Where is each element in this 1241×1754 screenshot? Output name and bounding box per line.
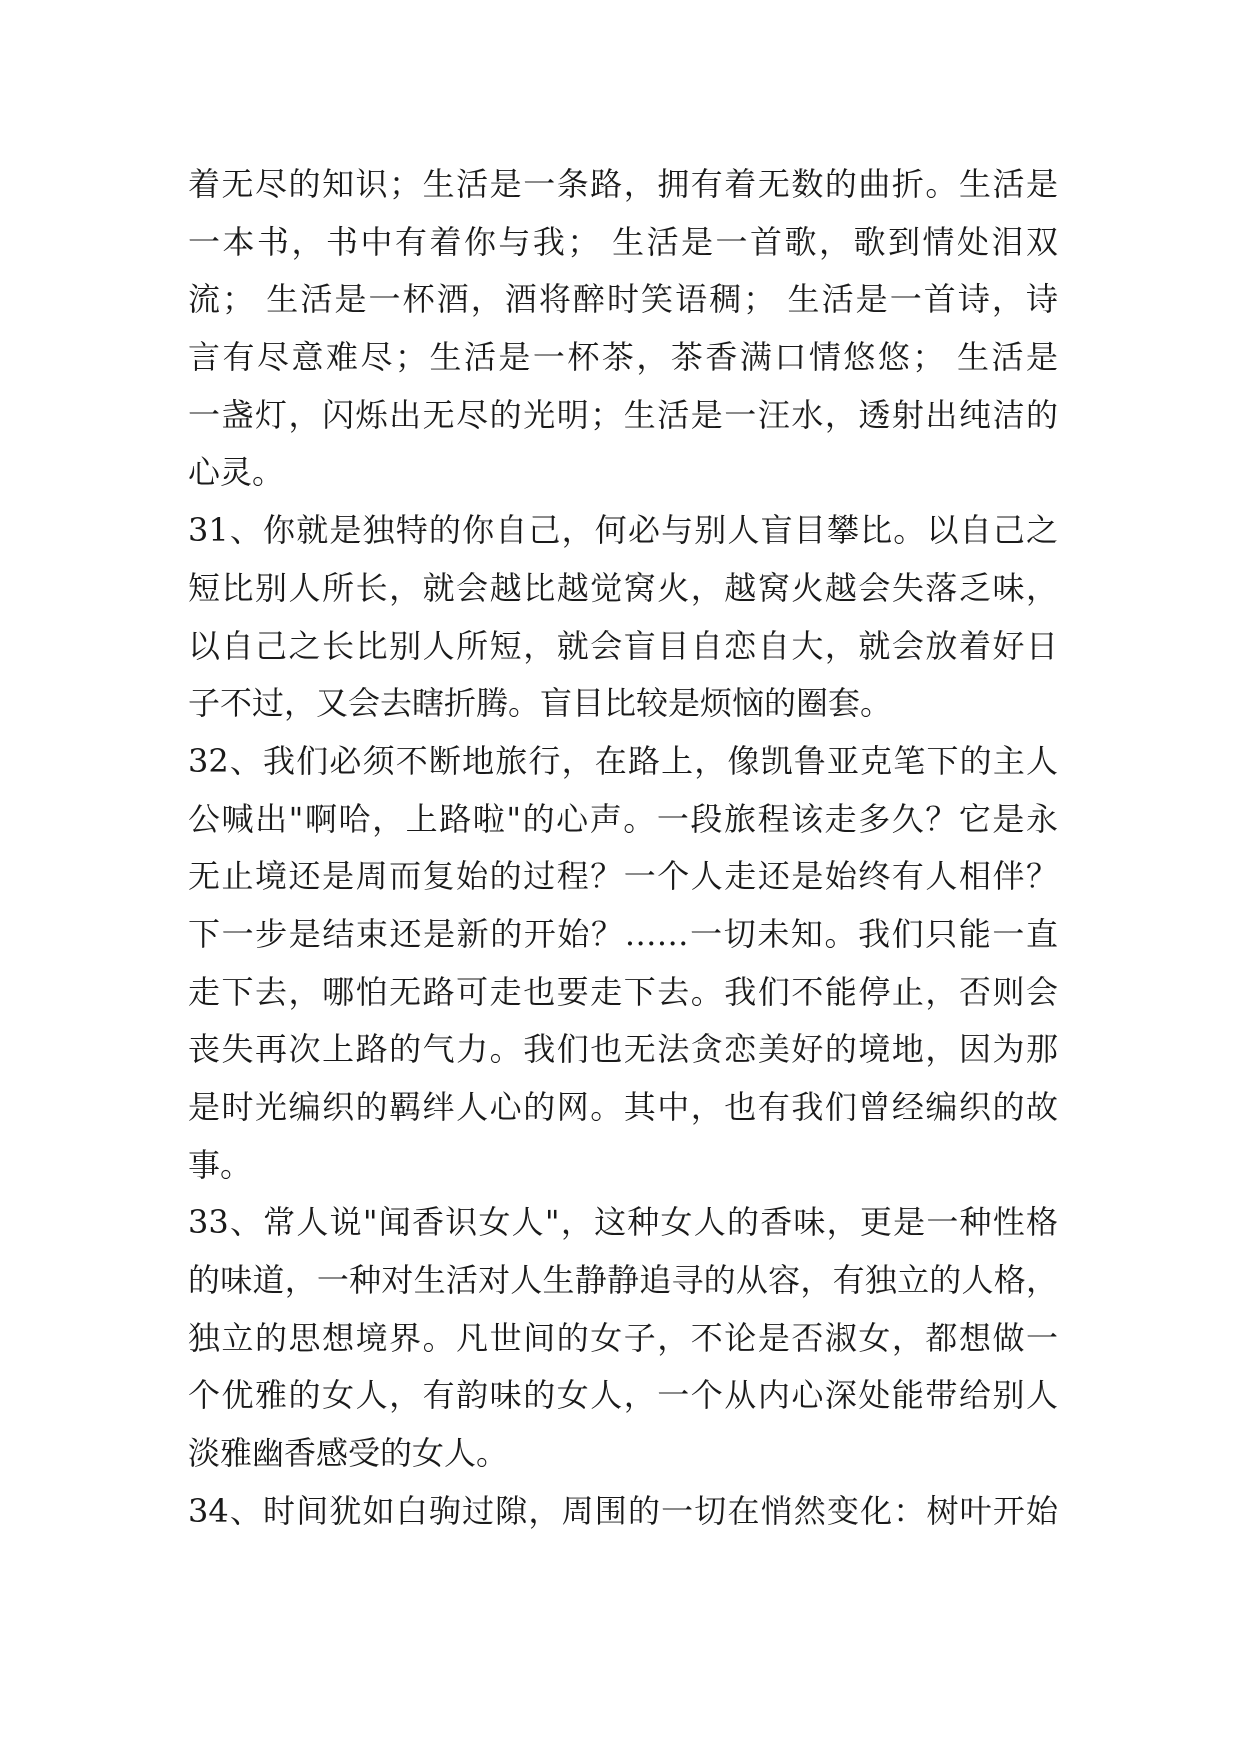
text-line: 31、你就是独特的你自己，何必与别人盲目攀比。以自己之 [188,511,1058,550]
text-line: 独立的思想境界。凡世间的女子，不论是否淑女，都想做一 [188,1318,1058,1357]
text-line: 流； 生活是一杯酒，酒将醉时笑语稠； 生活是一首诗，诗 [188,280,1058,319]
text-line: 言有尽意难尽；生活是一杯茶，茶香满口情悠悠； 生活是 [188,338,1058,377]
body-text [188,156,1058,1541]
text-line: 走下去，哪怕无路可走也要走下去。我们不能停止，否则会 [188,972,1058,1011]
text-line: 短比别人所长，就会越比越觉窝火，越窝火越会失落乏味， [188,568,1058,607]
text-line: 事。 [188,1145,253,1184]
text-line: 下一步是结束还是新的开始？……一切未知。我们只能一直 [188,914,1058,953]
text-line: 一本书，书中有着你与我； 生活是一首歌，歌到情处泪双 [188,222,1058,261]
text-line: 无止境还是周而复始的过程？一个人走还是始终有人相伴？ [188,857,1058,896]
text-line: 子不过，又会去瞎折腾。盲目比较是烦恼的圈套。 [188,684,893,723]
text-line: 的味道，一种对生活对人生静静追寻的从容，有独立的人格， [188,1261,1058,1300]
text-line: 个优雅的女人，有韵味的女人，一个从内心深处能带给别人 [188,1376,1058,1415]
text-line: 34、时间犹如白驹过隙，周围的一切在悄然变化：树叶开始 [188,1491,1058,1530]
text-line: 32、我们必须不断地旅行，在路上，像凯鲁亚克笔下的主人 [188,741,1058,780]
text-line: 淡雅幽香感受的女人。 [188,1434,509,1473]
text-line: 一盏灯，闪烁出无尽的光明；生活是一汪水，透射出纯洁的 [188,395,1058,434]
text-line: 丧失再次上路的气力。我们也无法贪恋美好的境地，因为那 [188,1030,1058,1069]
text-line: 是时光编织的羁绊人心的网。其中，也有我们曾经编织的故 [188,1088,1058,1126]
text-line: 以自己之长比别人所短，就会盲目自恋自大，就会放着好日 [188,626,1058,665]
text-line: 心灵。 [188,453,285,492]
text-line: 公喊出"啊哈，上路啦"的心声。一段旅程该走多久？它是永 [188,799,1058,838]
text-line: 33、常人说"闻香识女人"，这种女人的香味，更是一种性格 [188,1203,1058,1242]
text-line: 着无尽的知识；生活是一条路，拥有着无数的曲折。生活是 [188,165,1058,203]
